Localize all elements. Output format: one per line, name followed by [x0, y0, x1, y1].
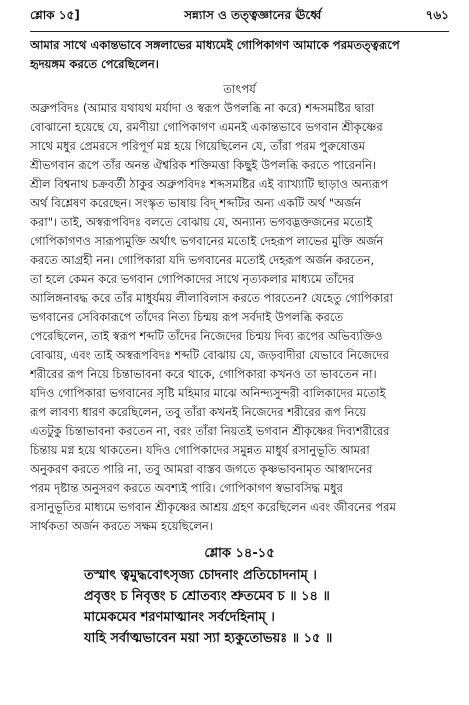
- purport-line: রসানুভূতির মাধ্যমে ভগবান শ্রীকৃষ্ণের আশ্রয় গ্রহণ করেছিলেন এবং জীবনের পরম: [30, 500, 396, 514]
- purport-line: শ্রীল বিশ্বনাথ চক্রবর্তী ঠাকুর অব্রুপবিদঃ শব্দসমষ্টির এই ব্যাখ্যাটি ছাড়াও অন্যরূপ: [30, 177, 389, 191]
- purport-line: অর্থ বিশ্লেষণ করেছেন। সংস্কৃত ভাষায় বিদ্ শব্দটির অন্য একটি অর্থ "অর্জন: [30, 196, 362, 210]
- purport-line: সার্থকতা অর্জন করতে সক্ষম হয়েছিলেন।: [30, 519, 213, 533]
- translation-line: আমার সাথে একান্তভাবে সঙ্গলাভের মাধ্যমেই গোপিকাগণ আমাকে পরমতত্ত্বরূপে: [30, 38, 400, 52]
- verse-line: প্রবৃত্তং চ নিবৃত্তং চ শ্রোতব্যং শ্রুতমেব চ ॥ ১৪ ॥: [84, 589, 330, 604]
- purport-line: বোঝানো হয়েছে যে, রমণীয়া গোপিকাগণ এমনই একান্তভাবে ভগবান শ্রীকৃষ্ণের: [30, 120, 383, 134]
- running-title: সন্ন্যাস ও তত্ত্বজ্ঞানের ঊর্ধ্বে: [184, 8, 322, 22]
- verse-line: তস্মাৎ ত্বমুদ্ধবোৎসৃজ্য চোদনাং প্রতিচোদনাম্ ।: [84, 568, 317, 583]
- verse-line: যাহি সর্বাত্মভাবেন ময়া স্যা হ্যকুতোভয়ঃ ॥ ১৫ ॥: [84, 631, 333, 646]
- purport-heading: তাৎপর্য: [223, 82, 256, 96]
- purport-line: চিন্তায় মগ্ন হয়ে থাকতেন। যদিও গোপিকাদের সমুন্নত মাধুর্য রসানুভূতি আমরা: [30, 443, 370, 457]
- translation: [30, 36, 449, 74]
- purport-line: এতটুকু চিন্তাভাবনা করতেন না, বরং তাঁরা নিয়তই ভগবান শ্রীকৃষ্ণের দিব্যশরীরের: [30, 424, 390, 438]
- purport-line: অব্রুপবিদঃ (আমার যথাযথ মর্যাদা ও স্বরূপ উপলব্ধি না করে) শব্দসমষ্টির দ্বারা: [30, 101, 375, 115]
- purport-line: বোঝায়, এবং তাই অস্বরূপবিদঃ শব্দটি বোঝায় যে, জড়বাদীরা যেভাবে নিজেদের: [30, 348, 389, 362]
- chapter-verse-ref: শ্লোক ১৫]: [30, 8, 80, 22]
- purport-line: আলিঙ্গনাবদ্ধ করে তাঁর মাধুর্যময় লীলাবিলাস করতে পারতেন? যেহেতু গোপিকারা: [30, 291, 393, 305]
- purport-line: শরীরের রূপ নিয়ে চিন্তাভাবনা করে থাকে, গোপিকারা কখনও তা ভাবতেন না।: [30, 367, 377, 381]
- purport-line: শ্রীভগবান রূপে তাঁর অনন্ত ঐশ্বরিক শক্তিমত্তা কিছুই উপলব্ধি করতে পারেননি।: [30, 158, 377, 172]
- purport-line: সাথে মধুর প্রেমরসে পরিপূর্ণ মগ্ন হয়ে গিয়েছিলেন যে, তাঁরা পরম পুরুষোত্তম: [30, 139, 365, 153]
- purport-line: পেরেছিলেন, তাই স্বরূপ শব্দটি তাঁদের নিজেদের চিন্ময় দিব্য রূপের অভিব্যক্তিও: [30, 329, 383, 343]
- purport-line: রূপ লাবণ্য ধারণ করেছিলেন, তবু তাঁরা কখনই নিজেদের শরীরের রূপ নিয়ে: [30, 405, 366, 419]
- page-number: ৭৬১: [425, 8, 449, 22]
- page-header: [30, 4, 449, 30]
- purport-line: তা হলে কেমন করে ভগবান গোপিকাদের সাথে নৃত্যকলার মাধ্যমে তাঁদের: [30, 272, 355, 286]
- purport-line: করতে আগ্রহী নন। গোপিকারা যদি ভগবানের মতোই দেহরূপ অর্জন করতেন,: [30, 253, 375, 267]
- purport-line: গোপিকাগণও সারূপ্যমুক্তি অর্থাৎ ভগবানের মতোই দেহরূপ লাভের মুক্তি অর্জন: [30, 234, 384, 248]
- verse-heading: শ্লোক ১৪-১৫: [204, 546, 275, 561]
- page-body: [30, 36, 449, 649]
- translation-line: হৃদয়ঙ্গম করতে পেরেছিলেন।: [30, 57, 159, 71]
- purport-line: পরম দৃষ্টান্ত অনুসরণ করতে অবশ্যই পারি। গোপিকাগণ স্বভাবসিদ্ধ মধুর: [30, 481, 343, 495]
- sanskrit-verse: [30, 565, 449, 649]
- purport-line: ভগবানের সেবিকারূপে তাঁদের নিত্য চিন্ময় রূপ সর্বদাই উপলব্ধি করতে: [30, 310, 344, 324]
- header-rule: [30, 31, 449, 32]
- purport-line: যদিও গোপিকারা ভগবানের সৃষ্টি মহিমার মাঝে অনিন্দ্যসুন্দরী বালিকাদের মতোই: [30, 386, 386, 400]
- purport: [30, 99, 449, 536]
- verse-line: মামেকমেব শরণমাত্মানং সর্বদেহিনাম্ ।: [84, 610, 275, 625]
- purport-line: অনুকরণ করতে পারি না, তবু আমরা বাস্তব জগতে কৃষ্ণভাবনামৃত আস্বাদনের: [30, 462, 373, 476]
- purport-line: করা"। তাই, অস্বরূপবিদঃ বলতে বোঝায় যে, অন্যান্য ভগবদ্ভক্তজনের মতোই: [30, 215, 373, 229]
